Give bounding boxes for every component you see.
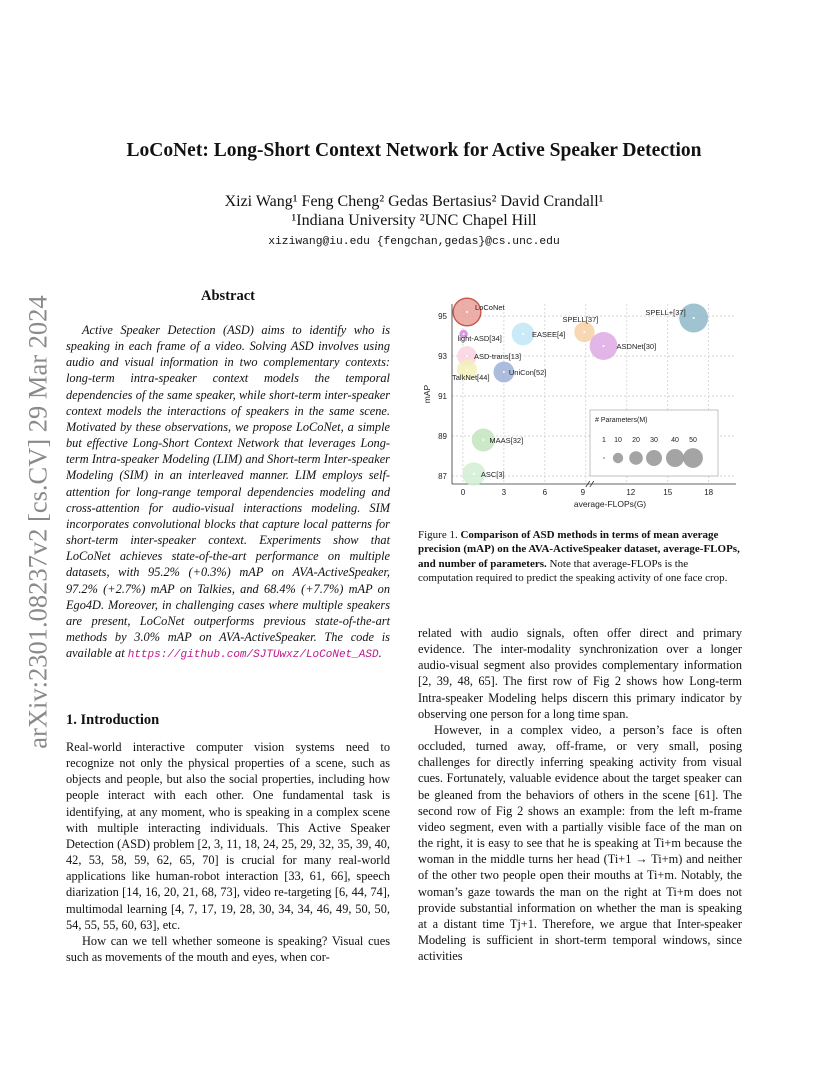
x-tick-label: 18 bbox=[704, 488, 714, 497]
y-tick-label: 89 bbox=[438, 432, 447, 441]
data-point-label: TalkNet[44] bbox=[452, 373, 490, 382]
x-tick-label: 3 bbox=[501, 488, 507, 497]
intro-paragraph-2: How can we tell whether someone is speaking? Visual cues such as movements of the mouth and eyes, when cor- bbox=[66, 933, 390, 965]
x-tick-label: 12 bbox=[626, 488, 636, 497]
legend-label: 1 bbox=[602, 437, 606, 444]
intro-paragraph-1: Real-world interactive computer vision systems need to recognize not only the physical properties of a scene, such as objects and people, but also the social properties, including how people interact with each other. One fundamental task is identifying, at any moment, who is speaking in a complex scene with multiple interacting individuals. This Active Speaker Detection (ASD) problem [2, 3, 11, 18, 24, 25, 29, 32, 35, 39, 40, 42, 53, 58, 59, 62, 65, 70] is crucial for many real-world applications like human-robot interaction [33, 61, 66], speech diarization [14, 16, 20, 21, 68, 73], video re-targeting [6, 44, 74], multimodal learning [4, 7, 17, 19, 28, 30, 34, 34, 46, 49, 50, 50, 54, 55, 55, 60, 63], etc. bbox=[66, 740, 390, 932]
legend-size-marker bbox=[629, 451, 643, 465]
author-emails: xiziwang@iu.edu {fengchan,gedas}@cs.unc.edu bbox=[268, 236, 560, 248]
data-point-center bbox=[466, 369, 468, 371]
legend-size-marker bbox=[646, 450, 662, 466]
data-point-label: SPELL+[37] bbox=[645, 308, 686, 317]
affiliations: ¹Indiana University ²UNC Chapel Hill bbox=[291, 212, 537, 229]
data-point-label: ASC[3] bbox=[480, 470, 505, 479]
paper-title: LoCoNet: Long-Short Context Network for Active Speaker Detection bbox=[126, 140, 702, 161]
data-point-center bbox=[482, 439, 484, 441]
legend-size-marker bbox=[613, 453, 623, 463]
introduction-column-right bbox=[418, 625, 742, 964]
figure-1-chart bbox=[418, 294, 742, 516]
caption-label: Figure 1. bbox=[418, 529, 458, 541]
data-point-center bbox=[583, 331, 585, 333]
figure-1-caption bbox=[418, 528, 742, 585]
caption-bold: Comparison of ASD methods in terms of mean average precision (mAP) on the AVA-ActiveSpeaker dataset, average-FLOPs, and number of parameters. bbox=[418, 529, 740, 570]
legend-size-marker bbox=[603, 457, 605, 459]
data-point-center bbox=[503, 371, 505, 373]
y-axis-label: mAP bbox=[422, 384, 432, 404]
data-point-label: MAAS[32] bbox=[489, 436, 524, 445]
data-point-label: UniCon[52] bbox=[508, 368, 547, 377]
y-tick-label: 87 bbox=[438, 472, 447, 481]
data-point-label: SPELL[37] bbox=[562, 315, 599, 324]
legend-label: 10 bbox=[614, 437, 622, 444]
code-link[interactable]: https://github.com/SJTUwxz/LoCoNet_ASD bbox=[127, 649, 379, 662]
scatter-plot bbox=[418, 294, 742, 516]
legend-label: 40 bbox=[671, 437, 679, 444]
y-tick-label: 91 bbox=[438, 392, 447, 401]
x-tick-label: 0 bbox=[460, 488, 466, 497]
x-axis-label: average-FLOPs(G) bbox=[573, 499, 647, 509]
data-point-center bbox=[693, 317, 695, 319]
legend-size-marker bbox=[666, 449, 684, 467]
legend-label: 30 bbox=[650, 437, 658, 444]
legend-size-marker bbox=[683, 448, 703, 468]
right-paragraph-2: However, in a complex video, a person’s face is often occluded, turned away, off-frame, or very small, posing challenges for directly inferring speaking activity from visual cues. Fortunately, valuable evidence about the target speaker can be gleaned from the behaviors of others in the scene [61]. The second row of Fig 2 shows an example: from the left m-frame video segment, even with a partially visible face of the man on the right, it is easy to see that he is speaking at Ti+m because the woman in the middle turns her head (Ti+1 → Ti+m) and neither of the other two people open their mouths at Ti+m. Notably, the woman’s gaze towards the man on the right at Ti+m does not provide substantial information on whether the man is speaking at a distant time Tj+1. Therefore, we argue that Inter-speaker Modeling is sufficient in short-term temporal windows, since activities bbox=[418, 722, 742, 964]
data-point-center bbox=[466, 355, 468, 357]
right-paragraph-1: related with audio signals, often offer direct and primary evidence. The inter-modality synchronization over a longer audio-visual segment also provides complementary information [2, 39, 48, 65]. The first row of Fig 2 shows how Long-term Intra-speaker Modeling helps discern this primary indicator by observing one person for a long time span. bbox=[418, 626, 742, 721]
y-tick-label: 95 bbox=[438, 312, 447, 321]
section-heading-introduction: 1. Introduction bbox=[66, 712, 160, 728]
introduction-column-left bbox=[66, 739, 390, 965]
x-tick-label: 15 bbox=[663, 488, 673, 497]
x-tick-label: 9 bbox=[580, 488, 586, 497]
data-point-center bbox=[603, 345, 605, 347]
data-point-label: light-ASD[34] bbox=[457, 334, 502, 343]
data-point-label: ASDNet[30] bbox=[616, 342, 657, 351]
data-point-center bbox=[522, 333, 524, 335]
data-point-label: LoCoNet bbox=[475, 303, 505, 312]
legend-label: 50 bbox=[689, 437, 697, 444]
data-point-label: ASD-trans[13] bbox=[474, 352, 522, 361]
caption-rest: Note that average-FLOPs is the computation required to predict the speaking activity of one face crop. bbox=[418, 557, 728, 584]
data-point-label: EASEE[4] bbox=[532, 330, 566, 339]
abstract-heading: Abstract bbox=[201, 288, 255, 304]
y-tick-label: 93 bbox=[438, 352, 447, 361]
abstract-text: Active Speaker Detection (ASD) aims to identify who is speaking in each frame of a video. Solving ASD involves using audio and visual information in two complementary contexts: long-term intra-speaker context models the temporal dependencies of the same speaker, while short-term inter-speaker context models the interactions of speakers in the same scene. Motivated by these observations, we propose LoCoNet, a simple but effective Long-Short Context Network that leverages Long-term Intra-speaker Modeling (LIM) and Short-term Inter-speaker Modeling (SIM) in an interleaved manner. LIM employs self-attention for long-range temporal dependencies modeling and cross-attention for audio-visual interactions modeling. SIM incorporates convolutional blocks that capture local patterns for short-term inter-speaker context. Experiments show that LoCoNet achieves state-of-the-art performance on multiple datasets, with 95.2% (+0.3%) mAP on AVA-ActiveSpeaker, 97.2% (+2.7%) mAP on Talkies, and 68.4% (+7.7%) mAP on Ego4D. Moreover, in challenging cases where multiple speakers are present, LoCoNet outperforms previous state-of-the-art methods by 3.0% mAP on AVA-ActiveSpeaker. The code is available at bbox=[66, 323, 390, 661]
x-tick-label: 6 bbox=[542, 488, 548, 497]
data-point-center bbox=[473, 473, 475, 475]
abstract-body: Active Speaker Detection (ASD) aims to identify who is speaking in each frame of a video. Solving ASD involves using audio and visual information in two complementary contexts: long-term intra-speaker context models the temporal dependencies of the same speaker, while short-term inter-speaker context models the interactions of speakers in the same scene. Motivated by these observations, we propose LoCoNet, a simple but effective Long-Short Context Network that leverages Long-term Intra-speaker Modeling (LIM) and Short-term Inter-speaker Modeling (SIM) in an interleaved manner. LIM employs self-attention for long-range temporal dependencies modeling and cross-attention for audio-visual interactions modeling. SIM incorporates convolutional blocks that capture local patterns for short-term inter-speaker context. Experiments show that LoCoNet achieves state-of-the-art performance on multiple datasets, with 95.2% (+0.3%) mAP on AVA-ActiveSpeaker, 97.2% (+2.7%) mAP on Talkies, and 68.4% (+7.7%) mAP on Ego4D. Moreover, in challenging cases where multiple speakers are present, LoCoNet outperforms previous state-of-the-art methods by 3.0% mAP on AVA-ActiveSpeaker. The code is available at https://github.com/SJTUwxz/LoCoNet_ASD. bbox=[66, 323, 390, 662]
legend-label: 20 bbox=[632, 437, 640, 444]
arxiv-stamp: arXiv:2301.08237v2 [cs.CV] 29 Mar 2024 bbox=[22, 295, 53, 749]
author-list: Xizi Wang¹ Feng Cheng² Gedas Bertasius² David Crandall¹ bbox=[224, 193, 604, 210]
legend-title: # Parameters(M) bbox=[595, 417, 648, 424]
data-point-center bbox=[466, 311, 468, 313]
